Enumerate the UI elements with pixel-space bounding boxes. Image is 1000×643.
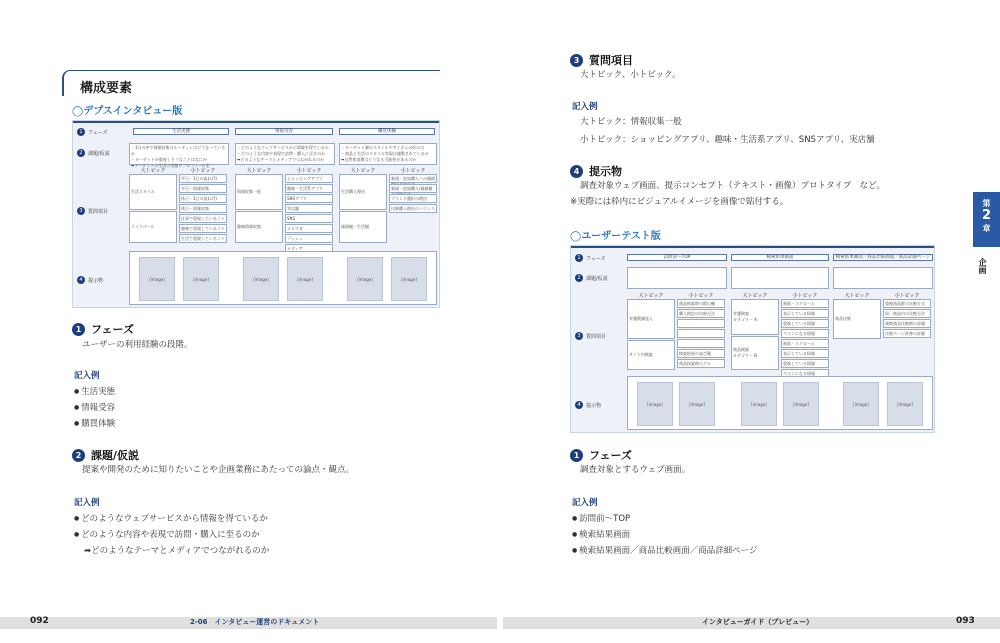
col-head: 小トピック (792, 293, 818, 299)
big-topic-cell: 価値観・生活観 (339, 211, 387, 243)
big-topic-cell: ライフゴール (129, 211, 177, 243)
col-head: 大トピック (844, 293, 870, 299)
diagram-label-material: 4 提示物 (575, 401, 601, 409)
hypothesis-cell (627, 267, 727, 289)
small-topic-cell (677, 339, 725, 348)
footer-text: 2-06 インタビュー運営のドキュメント (190, 618, 320, 626)
phase-cell: 検索結果画面／商品比較画面／商品詳細ページ (833, 254, 933, 261)
big-topic-cell: 生活スタイル (129, 174, 177, 210)
col-head: 小トピック (296, 168, 322, 174)
col-head: 大トピック (140, 168, 166, 174)
small-topic-cell: ショッピングアプリ (285, 174, 333, 183)
small-topic-cell: 複数商品比較時の評価 (883, 319, 931, 328)
small-topic-cell: 表示している情報 (781, 349, 829, 358)
list-sub-item: ➡どのようなテーマとメディアでつながれるのか (84, 546, 270, 556)
small-topic-cell: SNS (285, 214, 333, 223)
list-item: ● 検索結果画面 (572, 527, 758, 543)
phase-cell: 検索結果画面 (731, 254, 829, 261)
image-placeholder: [image] (183, 257, 219, 301)
material-heading: 4 提示物 (570, 163, 622, 179)
image-placeholder: [image] (139, 257, 175, 301)
big-topic-cell: 商品比較 (833, 299, 881, 339)
big-topic-cell: 商品検索 カテゴリー B (731, 336, 779, 370)
section-title: 構成要素 (62, 70, 440, 96)
small-topic-cell: 実店舗 (285, 204, 333, 213)
page-number: 093 (956, 616, 975, 626)
small-topic-cell: 平日・1日の流れ(?) (179, 174, 227, 183)
questions-body: 大トピック、小トピック。 (580, 70, 681, 80)
small-topic-cell: 平日・情報収集 (179, 184, 227, 193)
image-placeholder: [image] (243, 257, 279, 301)
big-topic-cell: 弁護検索 カテゴリー A (731, 299, 779, 335)
col-head: 小トピック (688, 293, 714, 299)
list-item: ● 購買体験 (74, 416, 115, 432)
small-topic-cell: 同一商品内の比較方法 (883, 309, 931, 318)
chapter-tab: 第 2 章 (973, 192, 1000, 247)
big-topic-cell: 趣味情報収集 (235, 211, 283, 243)
hypothesis-example-list (74, 511, 269, 559)
small-topic-cell: ブランド選択の理由 (389, 194, 437, 203)
material-note: ※実際には枠内にビジュアルイメージを画像で貼付する。 (570, 197, 789, 207)
small-topic-cell: 新規・追加購入への価値 (391, 176, 435, 181)
diagram-label-questions: 3 質問項目 (77, 207, 108, 215)
phase-body: ユーザーの利用経験の段階。 (82, 340, 193, 350)
chapter-side-label: 企画 (978, 258, 987, 274)
example-label: 記入例 (572, 102, 598, 112)
image-placeholder: [image] (741, 382, 777, 426)
phase-example-list (74, 384, 115, 432)
image-placeholder: [image] (391, 257, 427, 301)
col-head: 小トピック (894, 293, 920, 299)
depth-interview-subtitle: ◯デプスインタビュー版 (72, 106, 183, 117)
small-topic-cell: プッシュ (285, 234, 333, 243)
small-topic-cell: 比較ページ改善の評価 (883, 329, 931, 338)
small-topic-cell: 商品検索時の関心軸 (677, 299, 725, 308)
small-topic-cell: メディア (285, 244, 333, 253)
small-topic-cell (677, 319, 725, 328)
user-test-diagram (570, 245, 935, 433)
image-placeholder: [image] (679, 382, 715, 426)
image-placeholder: [image] (887, 382, 923, 426)
diagram-label-material: 4 提示物 (77, 276, 103, 284)
big-topic-cell: 情報収集一般 (235, 174, 283, 210)
image-placeholder: [image] (843, 382, 879, 426)
diagram-label-hypothesis: 2 課題/仮説 (77, 149, 110, 157)
hypothesis-body: 提案や開発のために知りたいことや企画業務にあたっての論点・観点。 (82, 465, 355, 475)
hypothesis-cell (833, 267, 933, 289)
hypothesis-heading: 2 課題/仮説 (72, 447, 139, 463)
small-topic-cell: メルマガ (285, 224, 333, 233)
small-topic-cell: 比較購入理由のバランス (389, 204, 437, 213)
diagram-label-phase: 1 フェーズ (77, 128, 108, 136)
phase-cell: 購買体験 (339, 128, 435, 135)
phase-heading: 1 フェーズ (570, 447, 632, 463)
diagram-label-hypothesis: 2 課題/仮説 (575, 274, 608, 282)
phase-example-list (572, 511, 758, 559)
small-topic-cell: 休日・1日の流れ(?) (179, 194, 227, 203)
col-head: 大トピック (350, 168, 376, 174)
small-topic-cell: 重視している情報 (781, 359, 829, 368)
page-number: 092 (30, 616, 49, 626)
image-placeholder: [image] (347, 257, 383, 301)
small-topic-cell: 画面・スクロール (781, 299, 829, 308)
small-topic-cell: 休日・情報収集 (179, 204, 227, 213)
small-topic-cell: 検索結果の並び順 (677, 349, 725, 358)
small-topic-cell: 生活で重視しているコト (181, 236, 225, 241)
phase-body: 調査対象とするウェブ画面。 (580, 465, 691, 475)
phase-heading: 1 フェーズ (72, 321, 134, 337)
questions-heading: 3 質問項目 (570, 52, 633, 68)
small-topic-cell: 趣味で重視しているコト (181, 226, 225, 231)
small-topic-cell: 商品探索時のクセ (677, 359, 725, 368)
small-topic-cell: 重視商品群の比較方式 (883, 299, 931, 308)
small-topic-cell: 画面・スクロール (781, 339, 829, 348)
material-body: 調査対象ウェブ画面、提示コンセプト（テキスト・画像）プロトタイプ など。 (580, 181, 886, 191)
small-topic-cell (677, 329, 725, 338)
diagram-label-questions: 3 質問項目 (575, 332, 606, 340)
small-topic-cell: 表示している情報 (781, 309, 829, 318)
questions-example (580, 115, 875, 148)
depth-interview-diagram (72, 120, 440, 308)
image-placeholder: [image] (637, 382, 673, 426)
hypothesis-cell: ・ターゲット層のスタイルやアイテムの好みは ・商品と生活のスタイル実現は連動されているか ➡自然体消費はどうなる可能性があるのか (339, 143, 437, 165)
list-item: ● どのようなウェブサービスから情報を得ているか (74, 511, 269, 527)
user-test-subtitle: ◯ユーザーテスト版 (570, 231, 661, 242)
phase-cell: 訪問前〜TOP (627, 254, 727, 261)
big-topic-cell: 弁護数調達入 (627, 299, 675, 339)
example-label: 記入例 (74, 371, 100, 381)
big-topic-cell: サイト内検索 (627, 340, 675, 370)
list-item: ● 生活実態 (74, 384, 115, 400)
example-line: 大トピック：情報収集一般 (580, 117, 682, 127)
right-page (500, 0, 1000, 643)
small-topic-cell: ペインになる情報 (781, 329, 829, 338)
hypothesis-cell: ・どのようなウェブサービスから情報を得ているか ・どのような内容や表現で訪問・購入に至るのか ➡どのようなテーマとメディアでつながれるのか (235, 143, 335, 165)
list-item: ● 検索結果画面／商品比較画面／商品詳細ページ (572, 543, 758, 559)
small-topic-cell: 重視している情報 (781, 319, 829, 328)
small-topic-cell: 新規・追加購入/価値観 (389, 184, 437, 193)
image-placeholder: [image] (287, 257, 323, 301)
big-topic-cell: 生活購入理由 (339, 174, 387, 210)
small-topic-cell: ペインになる情報 (781, 369, 829, 378)
small-topic-cell: 購入検討の比較方法 (677, 309, 725, 318)
small-topic-cell: 仕事で重視しているコト (181, 216, 225, 221)
example-label: 記入例 (572, 498, 598, 508)
col-head: 小トピック (190, 168, 216, 174)
col-head: 大トピック (742, 293, 768, 299)
hypothesis-cell (731, 267, 829, 289)
list-item: ● 情報受容 (74, 400, 115, 416)
list-item: ● どのような内容や表現で訪問・購入に至るのか (74, 527, 269, 543)
image-placeholder: [image] (783, 382, 819, 426)
small-topic-cell: SNSアプリ (285, 194, 333, 203)
phase-cell: 情報受容 (235, 128, 333, 135)
col-head: 大トピック (638, 293, 664, 299)
example-line: 小トピック：ショッピングアプリ、趣味・生活系アプリ、SNSアプリ、実店舗 (580, 135, 875, 145)
diagram-label-phase: 1 フェーズ (575, 254, 606, 262)
list-item: ● 訪問前〜TOP (572, 511, 758, 527)
small-topic-cell: 趣味・生活系アプリ (285, 184, 333, 193)
col-head: 小トピック (400, 168, 426, 174)
col-head: 大トピック (246, 168, 272, 174)
phase-cell: 生活実態 (133, 128, 229, 135)
example-label: 記入例 (74, 498, 100, 508)
footer-text: インタビューガイド（プレビュー） (702, 618, 814, 626)
hypothesis-cell: ・1日の中で情報収集のルーティンはどうなっているか ・ターゲットが重視しそうなことはなにか ➡ターゲットの生活の実態やプロフィールを (129, 143, 229, 165)
